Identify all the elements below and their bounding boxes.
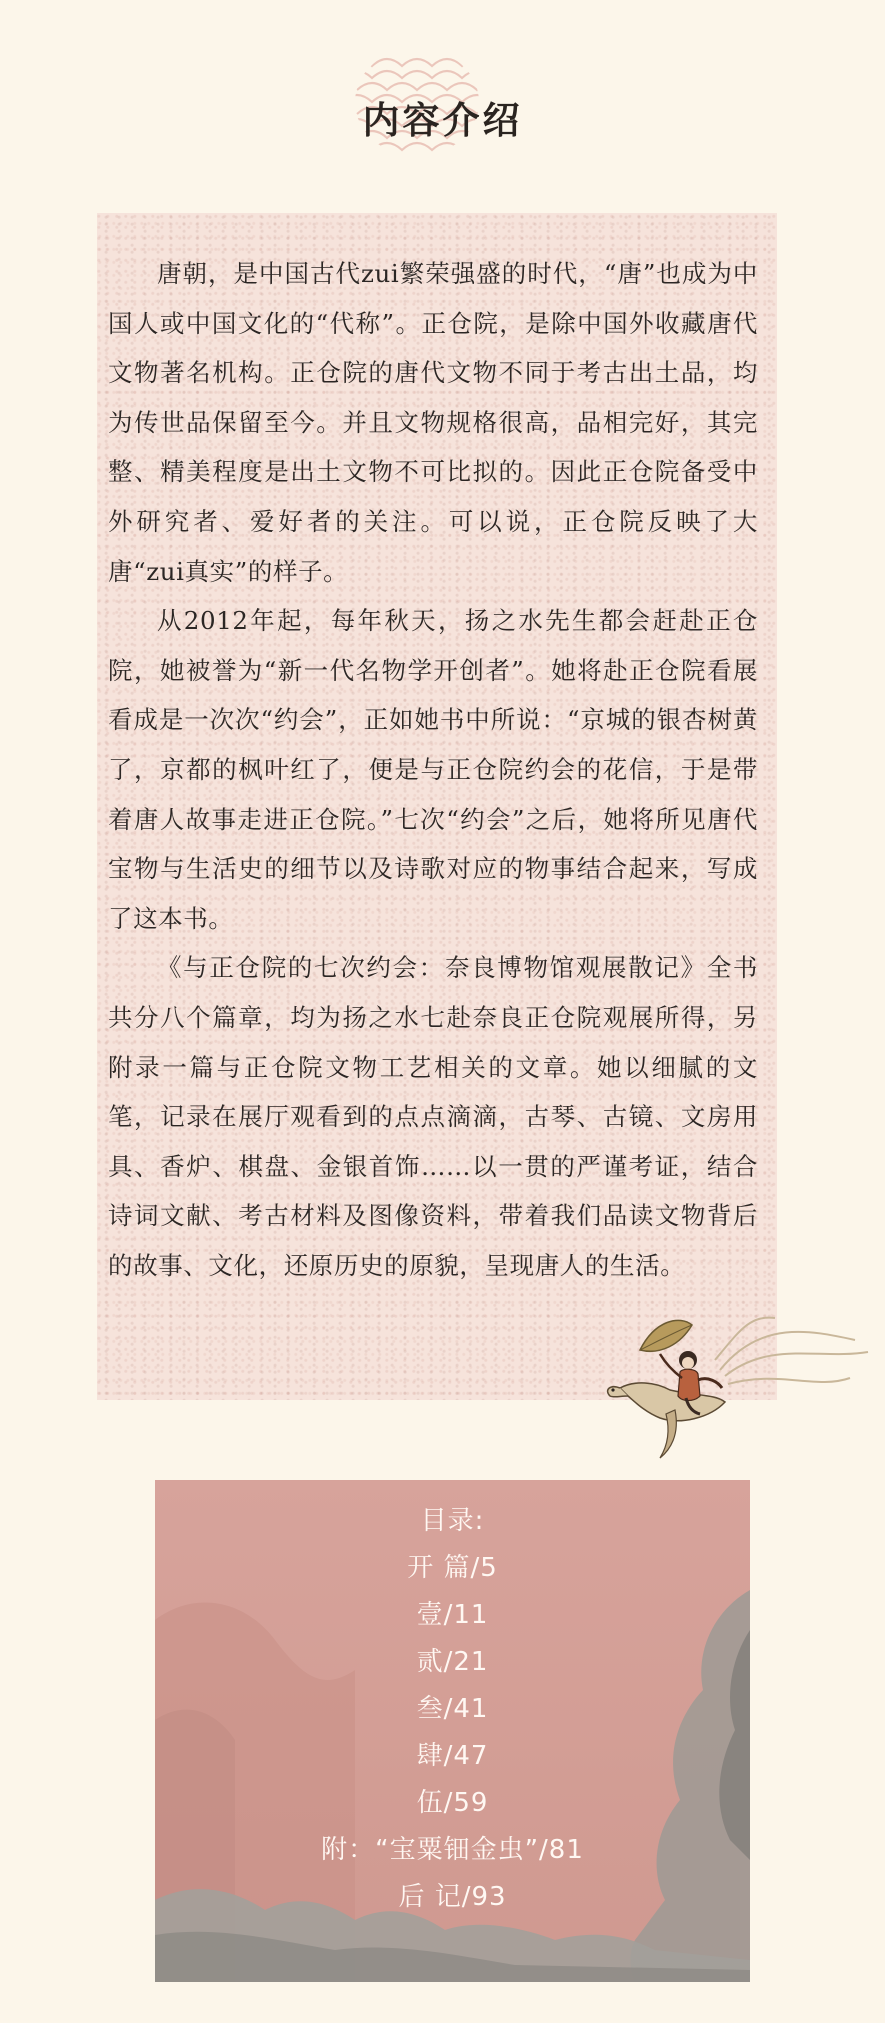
toc-item: 后 记/93: [398, 1882, 507, 1912]
toc-item: 附：“宝粟钿金虫”/81: [321, 1835, 584, 1865]
toc-list: [155, 1498, 750, 1921]
toc-item: 贰/21: [416, 1647, 489, 1677]
intro-paragraph-3: 《与正仓院的七次约会：奈良博物馆观展散记》全书共分八个篇章，均为扬之水七赴奈良正仓院观展所得，另附录一篇与正仓院文物工艺相关的文章。她以细腻的文笔，记录在展厅观看到的点点滴滴，古琴、古镜、文房用具、香炉、棋盘、金银首饰……以一贯的严谨考证，结合诗词文献、考古材料及图像资料，带着我们品读文物背后的故事、文化，还原历史的原貌，呈现唐人的生活。: [108, 953, 758, 1280]
flying-figure-on-goose-icon: [600, 1310, 870, 1460]
toc-item: 肆/47: [416, 1741, 489, 1771]
intro-text: [108, 249, 758, 1290]
page-title: 内容介绍: [362, 98, 523, 142]
intro-paragraph-2: 从2012年起，每年秋天，扬之水先生都会赶赴正仓院，她被誉为“新一代名物学开创者”。她将赴正仓院看展看成是一次次“约会”，正如她书中所说：“京城的银杏树黄了，京都的枫叶红了，便是与正仓院约会的花信，于是带着唐人故事走进正仓院。”七次“约会”之后，她将所见唐代宝物与生活史的细节以及诗歌对应的物事结合起来，写成了这本书。: [108, 606, 758, 933]
intro-paragraph-1: 唐朝，是中国古代zui繁荣强盛的时代，“唐”也成为中国人或中国文化的“代称”。正仓院，是除中国外收藏唐代文物著名机构。正仓院的唐代文物不同于考古出土品，均为传世品保留至今。并且文物规格很高，品相完好，其完整、精美程度是出土文物不可比拟的。因此正仓院备受中外研究者、爱好者的关注。可以说，正仓院反映了大唐“zui真实”的样子。: [108, 259, 758, 586]
heading-area: [0, 40, 885, 170]
toc-item: 伍/59: [416, 1788, 489, 1818]
toc-heading: 目录:: [420, 1506, 485, 1536]
toc-item: 叁/41: [416, 1694, 489, 1724]
intro-panel: [97, 213, 777, 1400]
toc-item: 壹/11: [416, 1600, 489, 1630]
toc-panel: [155, 1480, 750, 1982]
toc-item: 开 篇/5: [407, 1553, 498, 1583]
